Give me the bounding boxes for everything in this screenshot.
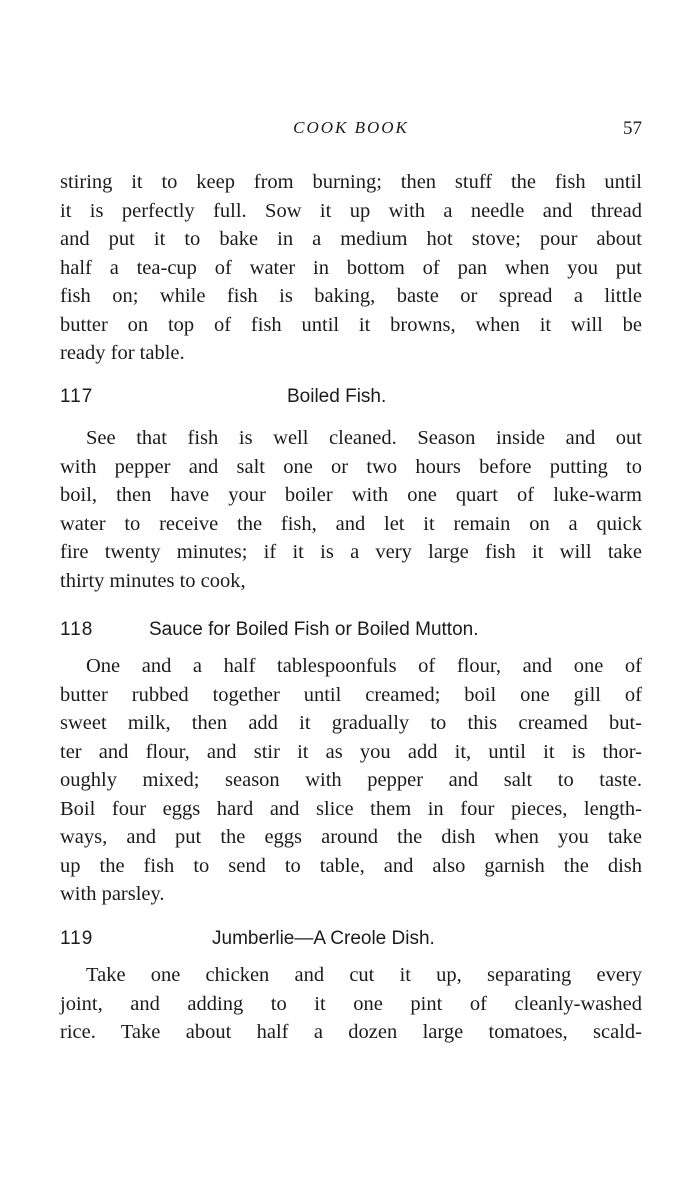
text-line: One and a half tablespoonfuls of flour, and one of: [86, 655, 642, 677]
recipe-number: 119: [60, 928, 94, 949]
running-title: COOK BOOK: [293, 118, 409, 137]
text-line: Take one chicken and cut it up, separating every: [86, 964, 642, 986]
text-line: butter rubbed together until creamed; boil one gill of: [60, 683, 642, 706]
recipe-body-117: [60, 424, 642, 595]
recipe-heading-119: [60, 928, 642, 956]
text-line: up the fish to send to table, and also garnish the dish: [60, 854, 642, 877]
text-line: Boil four eggs hard and slice them in four pieces, length-: [60, 797, 642, 820]
page-number: 57: [623, 118, 642, 139]
text-line: ter and flour, and stir it as you add it, until it is thor-: [60, 740, 642, 763]
text-line: ready for table.: [60, 342, 185, 364]
recipe-number: 117: [60, 386, 94, 407]
intro-paragraph: [60, 168, 642, 368]
text-line: See that fish is well cleaned. Season inside and out: [86, 427, 642, 449]
text-line: stiring it to keep from burning; then stuff the fish until: [60, 171, 642, 193]
text-line: with parsley.: [60, 883, 165, 905]
recipe-title: Boiled Fish.: [287, 386, 387, 407]
text-line: boil, then have your boiler with one quart of luke-warm: [60, 484, 642, 506]
text-line: it is perfectly full. Sow it up with a needle and thread: [60, 199, 642, 222]
text-line: butter on top of fish until it browns, when it will be: [60, 313, 642, 336]
recipe-heading-118: [60, 619, 642, 647]
text-line: joint, and adding to it one pint of cleanly-washed: [60, 992, 642, 1015]
running-head: [60, 118, 642, 146]
recipe-title: Sauce for Boiled Fish or Boiled Mutton.: [149, 619, 479, 640]
recipe-number: 118: [60, 619, 94, 640]
text-line: with pepper and salt one or two hours before putting to: [60, 455, 642, 478]
text-line: rice. Take about half a dozen large tomatoes, scald-: [60, 1021, 642, 1043]
recipe-body-119: [60, 961, 642, 1047]
text-line: ways, and put the eggs around the dish when you take: [60, 826, 642, 848]
recipe-heading-117: [60, 386, 642, 414]
text-line: fish on; while fish is baking, baste or spread a little: [60, 285, 642, 307]
recipe-body-118: [60, 652, 642, 909]
text-line: and put it to bake in a medium hot stove; pour about: [60, 228, 642, 250]
text-line: half a tea-cup of water in bottom of pan when you put: [60, 256, 642, 279]
text-line: sweet milk, then add it gradually to this creamed but-: [60, 712, 642, 734]
text-line: water to receive the fish, and let it remain on a quick: [60, 512, 642, 535]
text-line: thirty minutes to cook,: [60, 569, 246, 592]
text-line: oughly mixed; season with pepper and salt to taste.: [60, 769, 642, 791]
text-line: fire twenty minutes; if it is a very large fish it will take: [60, 541, 642, 563]
recipe-title: Jumberlie—A Creole Dish.: [212, 928, 435, 949]
